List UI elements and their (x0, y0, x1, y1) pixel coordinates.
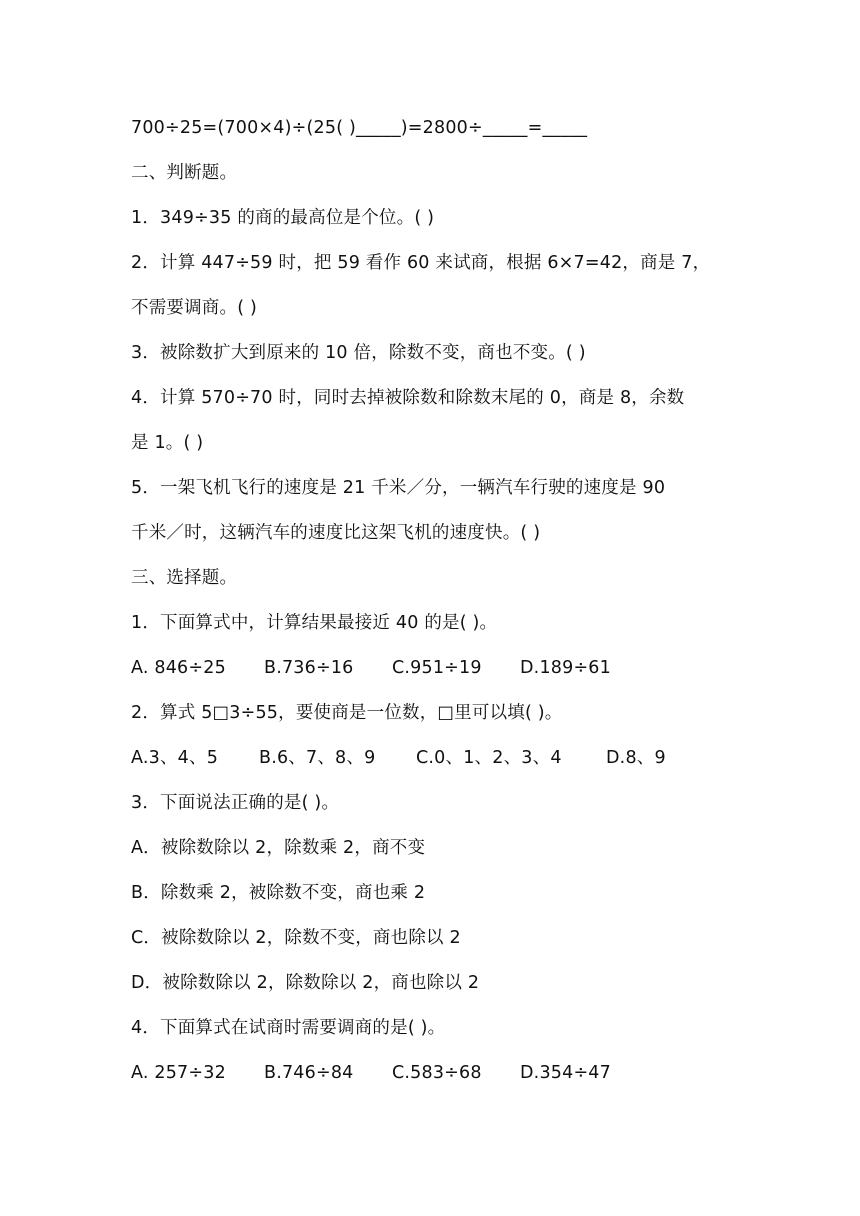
judge-question-4-line-2: 是 1。( ) (131, 433, 204, 453)
choice-question-4-options (131, 1061, 611, 1085)
section-heading-true-false: 二、判断题。 (131, 163, 238, 183)
fill-blank-equation: 700÷25=(700×4)÷(25( )_____)=2800÷_____=_____ (131, 118, 588, 138)
judge-question-1: 1．349÷35 的商的最高位是个位。( ) (131, 208, 435, 228)
judge-question-2-line-1: 2．计算 447÷59 时，把 59 看作 60 来试商，根据 6×7=42，商是 7， (131, 253, 711, 273)
choice-question-2: 2．算式 5□3÷55，要使商是一位数，□里可以填( )。 (131, 703, 563, 723)
option-b: B.746÷84 (264, 1063, 354, 1083)
option-b: B.736÷16 (264, 658, 354, 678)
choice-question-1: 1．下面算式中，计算结果最接近 40 的是( )。 (131, 613, 498, 633)
option-d: D.8、9 (606, 748, 666, 768)
judge-question-5-line-2: 千米／时，这辆汽车的速度比这架飞机的速度快。( ) (131, 523, 541, 543)
choice-question-3-option-b: B．除数乘 2，被除数不变，商也乘 2 (131, 883, 426, 903)
judge-question-2-line-2: 不需要调商。( ) (131, 298, 258, 318)
judge-question-3: 3．被除数扩大到原来的 10 倍，除数不变，商也不变。( ) (131, 343, 586, 363)
option-c: C.583÷68 (392, 1063, 482, 1083)
choice-question-4: 4．下面算式在试商时需要调商的是( )。 (131, 1018, 446, 1038)
option-b: B.6、7、8、9 (259, 748, 376, 768)
option-a: A. 846÷25 (131, 658, 226, 678)
option-a: A.3、4、5 (131, 748, 219, 768)
choice-question-3: 3．下面说法正确的是( )。 (131, 793, 340, 813)
choice-question-3-option-a: A．被除数除以 2，除数乘 2，商不变 (131, 838, 426, 858)
choice-question-3-option-c: C．被除数除以 2，除数不变，商也除以 2 (131, 928, 461, 948)
choice-question-2-options (131, 746, 666, 770)
choice-question-3-option-d: D．被除数除以 2，除数除以 2，商也除以 2 (131, 973, 480, 993)
judge-question-5-line-1: 5．一架飞机飞行的速度是 21 千米／分，一辆汽车行驶的速度是 90 (131, 478, 666, 498)
option-c: C.951÷19 (392, 658, 482, 678)
option-d: D.354÷47 (520, 1063, 611, 1083)
option-a: A. 257÷32 (131, 1063, 226, 1083)
choice-question-1-options (131, 656, 611, 680)
judge-question-4-line-1: 4．计算 570÷70 时，同时去掉被除数和除数末尾的 0，商是 8，余数 (131, 388, 685, 408)
section-heading-multiple-choice: 三、选择题。 (131, 568, 238, 588)
option-c: C.0、1、2、3、4 (416, 748, 562, 768)
option-d: D.189÷61 (520, 658, 611, 678)
